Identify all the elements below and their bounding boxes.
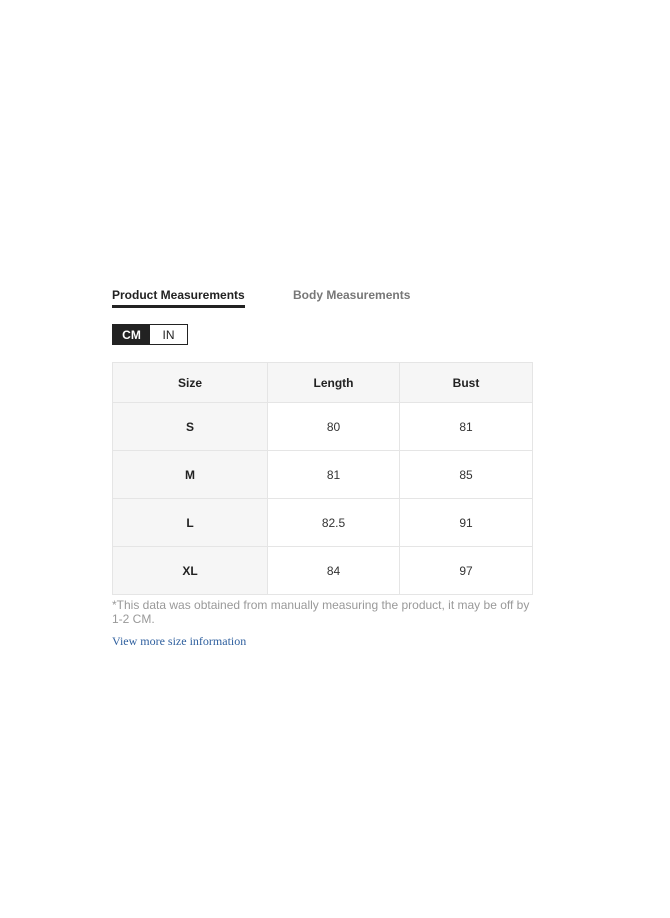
unit-cm-button[interactable]: CM — [113, 325, 150, 344]
unit-toggle — [112, 324, 188, 345]
bust-cell: 81 — [400, 403, 533, 451]
size-cell: S — [113, 403, 268, 451]
size-cell: L — [113, 499, 268, 547]
table-row — [113, 547, 533, 595]
length-cell: 81 — [268, 451, 400, 499]
view-more-size-info-link[interactable]: View more size information — [112, 634, 247, 648]
length-cell: 84 — [268, 547, 400, 595]
length-cell: 82.5 — [268, 499, 400, 547]
size-table — [112, 362, 533, 595]
size-cell: XL — [113, 547, 268, 595]
table-row — [113, 499, 533, 547]
table-header-row — [113, 363, 533, 403]
header-length: Length — [268, 363, 400, 403]
measurement-tabs — [112, 284, 532, 308]
header-size: Size — [113, 363, 268, 403]
bust-cell: 85 — [400, 451, 533, 499]
length-cell: 80 — [268, 403, 400, 451]
size-guide-panel — [112, 284, 532, 648]
bust-cell: 91 — [400, 499, 533, 547]
table-row — [113, 403, 533, 451]
measurement-disclaimer: *This data was obtained from manually measuring the product, it may be off by 1-2 CM. — [112, 598, 530, 626]
tab-product-measurements[interactable]: Product Measurements — [112, 288, 245, 308]
tab-body-measurements[interactable]: Body Measurements — [293, 288, 411, 302]
bust-cell: 97 — [400, 547, 533, 595]
size-cell: M — [113, 451, 268, 499]
table-row — [113, 451, 533, 499]
header-bust: Bust — [400, 363, 533, 403]
unit-in-button[interactable]: IN — [150, 325, 187, 344]
